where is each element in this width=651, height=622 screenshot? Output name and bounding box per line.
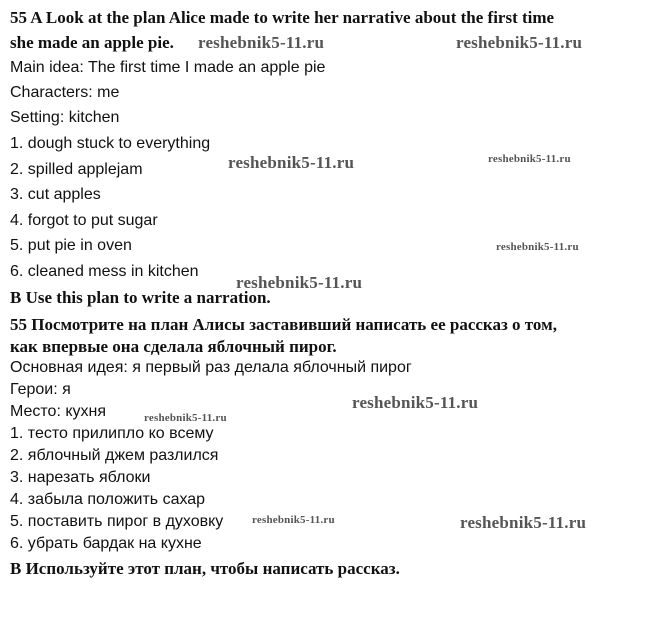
characters-ru: Герои: я xyxy=(10,381,71,398)
step-en-4: 4. forgot to put sugar xyxy=(10,212,158,229)
watermark: reshebnik5-11.ru xyxy=(228,153,355,172)
step-ru-6: 6. убрать бардак на кухне xyxy=(10,535,202,552)
step-ru-4: 4. забыла положить сахар xyxy=(10,491,206,508)
step-ru-3: 3. нарезать яблоки xyxy=(10,469,151,486)
setting-ru: Место: кухня xyxy=(10,403,107,420)
watermark: reshebnik5-11.ru xyxy=(460,513,587,532)
characters-en: Characters: me xyxy=(10,84,120,101)
main-idea-ru: Основная идея: я первый раз делала яблочный пирог xyxy=(10,359,412,376)
exercise-heading-ru-line1: 55 Посмотрите на план Алисы заставивший написать ее рассказ о том, xyxy=(10,315,557,334)
watermark: reshebnik5-11.ru xyxy=(252,514,335,526)
task-b-en: B Use this plan to write a narration. xyxy=(10,288,271,307)
watermark: reshebnik5-11.ru xyxy=(456,33,583,52)
watermark: reshebnik5-11.ru xyxy=(488,153,571,165)
step-en-5: 5. put pie in oven xyxy=(10,237,132,254)
watermark: reshebnik5-11.ru xyxy=(236,273,363,292)
setting-en: Setting: kitchen xyxy=(10,109,120,126)
exercise-heading-en-line1: 55 A Look at the plan Alice made to write her narrative about the first time xyxy=(10,8,555,27)
step-en-6: 6. cleaned mess in kitchen xyxy=(10,263,199,280)
step-en-1: 1. dough stuck to everything xyxy=(10,135,211,152)
exercise-heading-ru-line2: как впервые она сделала яблочный пирог. xyxy=(10,337,337,356)
step-ru-1: 1. тесто прилипло ко всему xyxy=(10,425,214,442)
watermark: reshebnik5-11.ru xyxy=(496,241,579,253)
watermark: reshebnik5-11.ru xyxy=(352,393,479,412)
exercise-heading-en-line2: she made an apple pie. xyxy=(10,33,174,52)
step-ru-2: 2. яблочный джем разлился xyxy=(10,447,219,464)
step-ru-5: 5. поставить пирог в духовку xyxy=(10,513,224,530)
main-idea-en: Main idea: The first time I made an apple pie xyxy=(10,59,326,76)
watermark: reshebnik5-11.ru xyxy=(198,33,325,52)
task-b-ru: В Используйте этот план, чтобы написать рассказ. xyxy=(10,559,400,578)
step-en-3: 3. cut apples xyxy=(10,186,101,203)
step-en-2: 2. spilled applejam xyxy=(10,161,143,178)
watermark: reshebnik5-11.ru xyxy=(144,412,227,424)
